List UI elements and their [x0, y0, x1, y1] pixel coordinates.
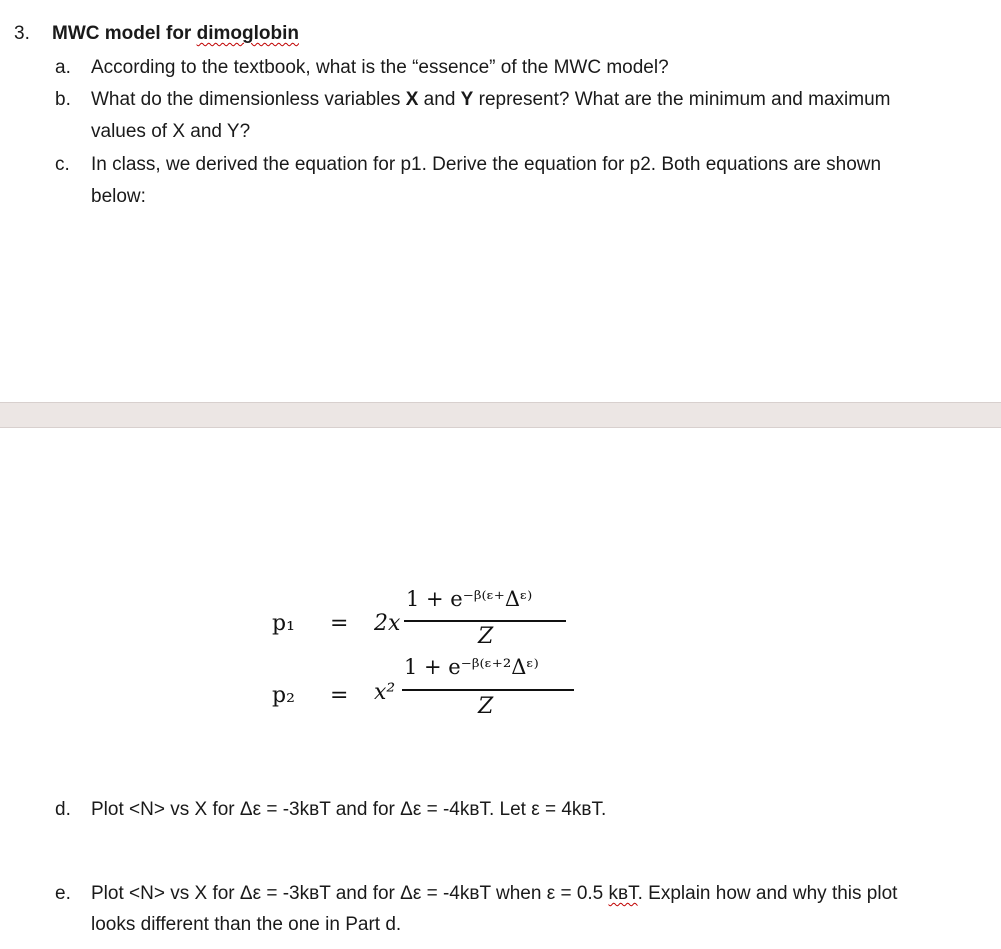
p2-numerator: 1 + e⁻ᵝ⁽ᵋ⁺²Δᵋ⁾ [404, 655, 539, 679]
item-b-post: represent? What are the minimum and maximum [473, 89, 891, 110]
item-c-marker: c. [55, 154, 70, 175]
p2-lhs: p₂ [272, 683, 295, 708]
p2-denominator [478, 694, 493, 719]
p1-coef-text: 2x [374, 611, 401, 636]
question-number: 3. [14, 23, 30, 44]
p1-equals: = [330, 611, 349, 636]
question-title [52, 22, 299, 46]
p2-coefficient [374, 680, 395, 705]
item-e-pre: Plot <N> vs X for Δε = -3kʙT and for Δε = -4kʙT when ε = 0.5 [91, 883, 609, 904]
item-e-marker: e. [55, 883, 71, 904]
item-b-mid: and [418, 89, 461, 110]
p1-coefficient [374, 611, 400, 636]
item-e-line1 [91, 882, 897, 906]
item-b-pre: What do the dimensionless variables [91, 89, 406, 110]
page-break-band [0, 402, 1001, 428]
item-b-line2: values of X and Y? [91, 121, 251, 142]
p2-denom-text: Z [478, 694, 494, 719]
item-b-line1 [91, 88, 890, 112]
item-d-text: Plot <N> vs X for Δε = -3kʙT and for Δε = -4kʙT. Let ε = 4kʙT. [91, 799, 607, 820]
title-prefix: MWC model for [52, 23, 197, 44]
spellcheck-flagged-unit: kʙT [608, 883, 638, 904]
p2-fraction-bar [402, 689, 574, 691]
item-c-line2: below: [91, 186, 146, 207]
item-b-marker: b. [55, 89, 71, 110]
item-a-marker: a. [55, 57, 71, 78]
spellcheck-flagged-word: dimoglobin [196, 23, 299, 44]
item-c-line1: In class, we derived the equation for p1. Derive the equation for p2. Both equations are shown [91, 154, 882, 175]
item-e-line2: looks different than the one in Part d. [91, 914, 402, 935]
p1-lhs: p₁ [272, 611, 295, 636]
item-e-post: . Explain how and why this plot [637, 883, 898, 904]
var-y: Y [460, 89, 474, 110]
item-a-text: According to the textbook, what is the “essence” of the MWC model? [91, 57, 669, 78]
p1-fraction-bar [404, 620, 566, 622]
p2-equals: = [330, 683, 349, 708]
p1-denominator [478, 624, 493, 649]
p1-numerator: 1 + e⁻ᵝ⁽ᵋ⁺Δᵋ⁾ [406, 587, 533, 611]
p1-denom-text: Z [478, 624, 494, 649]
p2-coef-text: x² [374, 680, 396, 705]
item-d-marker: d. [55, 799, 71, 820]
var-x: X [405, 89, 419, 110]
